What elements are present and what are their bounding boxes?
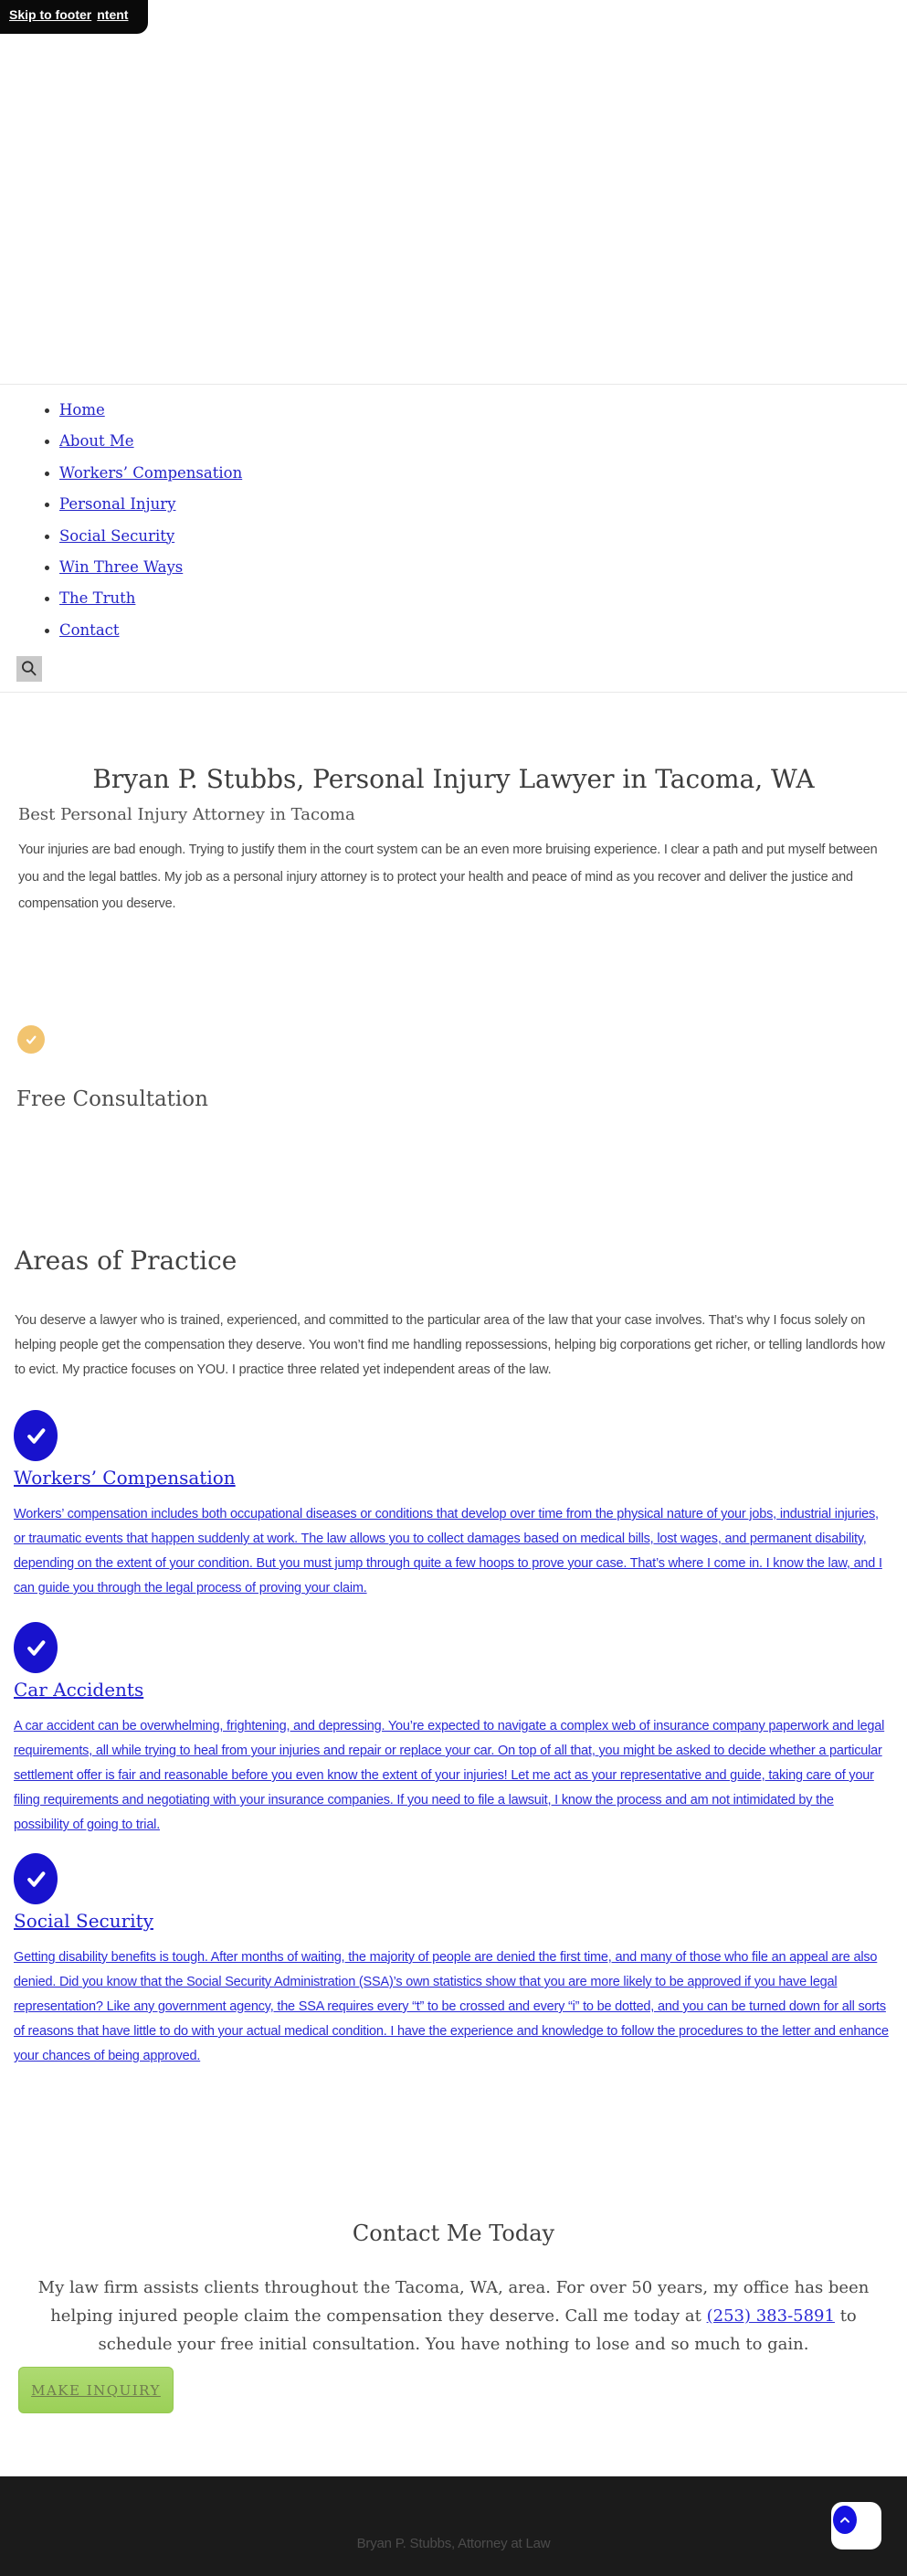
hero-intro-paragraph: Your injuries are bad enough. Trying to justify them in the court system can be an even more bruising experience. I clear a path and put myself between you and the legal battles. My job as a personal injury attorney is to protect your health and peace of mind as you recover and deliver the justice and compensation you deserve. bbox=[18, 843, 878, 911]
main-navigation bbox=[0, 395, 242, 646]
practice-title bbox=[14, 1679, 891, 1701]
practice-body-link[interactable]: Getting disability benefits is tough. After months of waiting, the majority of people are denied the first time, and many of those who file an appeal are also denied. Did you know that the Social Security Administration (SSA)’s own statistics show that you are more likely to be approved if you have legal representation? Like any government agency, the SSA requires every “t” to be crossed and every “i” to be dotted, and you can be turned down for all sorts of reasons that have little to do with your actual medical condition. I have the experience and knowledge to follow the procedures to the letter and enhance your chances of being approved. bbox=[14, 1950, 889, 2063]
search-icon bbox=[20, 660, 38, 678]
skip-links-bar bbox=[0, 0, 148, 34]
check-circle-blue-icon bbox=[14, 1853, 58, 1904]
make-inquiry-button[interactable]: MAKE INQUIRY bbox=[18, 2367, 174, 2413]
check-circle-blue-icon bbox=[14, 1410, 58, 1461]
page-subtitle: Best Personal Injury Attorney in Tacoma bbox=[18, 805, 355, 824]
practice-title-link[interactable]: Workers’ Compensation bbox=[14, 1467, 236, 1489]
practice-title-link[interactable]: Car Accidents bbox=[14, 1679, 144, 1701]
header-top-divider bbox=[0, 384, 907, 385]
areas-of-practice-heading: Areas of Practice bbox=[15, 1246, 237, 1276]
search-button[interactable] bbox=[16, 656, 42, 682]
nav-link-contact[interactable]: Contact bbox=[59, 620, 120, 639]
phone-link[interactable]: (253) 383-5891 bbox=[706, 2306, 835, 2326]
footer-credit-text: Bryan P. Stubbs, Attorney at Law bbox=[356, 2536, 551, 2551]
page-title: Bryan P. Stubbs, Personal Injury Lawyer in Tacoma, WA bbox=[92, 764, 815, 794]
practice-body-link[interactable]: A car accident can be overwhelming, frightening, and depressing. You’re expected to navigate a complex web of insurance company paperwork and legal requirements, all while trying to heal from your injuries and repair or replace your car. On top of all that, you might be asked to decide whether a particular settlement offer is fair and reasonable before you even know the extent of your injuries! Let me act as your representative and guide, taking care of your filing requirements and negotiating with your insurance companies. If you need to file a lawsuit, I know the process and am not intimidated by the possibility of going to trial. bbox=[14, 1719, 885, 1832]
practice-title bbox=[14, 1910, 891, 1932]
check-circle-blue-icon bbox=[14, 1622, 58, 1673]
practice-title-link[interactable]: Social Security bbox=[14, 1910, 153, 1932]
practice-body bbox=[14, 1945, 891, 2069]
practice-body bbox=[14, 1714, 891, 1838]
free-consultation-heading: Free Consultation bbox=[16, 1087, 208, 1111]
practice-area-social-security bbox=[14, 1853, 891, 2069]
check-circle-orange-icon bbox=[17, 1025, 45, 1054]
nav-item-the-truth bbox=[59, 583, 242, 614]
nav-link-workers-compensation[interactable]: Workers’ Compensation bbox=[59, 463, 243, 482]
nav-item-workers-compensation bbox=[59, 458, 242, 489]
nav-item-contact bbox=[59, 615, 242, 646]
practice-body bbox=[14, 1502, 891, 1601]
contact-paragraph bbox=[16, 2274, 891, 2359]
skip-to-content-link[interactable]: ntent bbox=[97, 7, 129, 22]
nav-item-home bbox=[59, 395, 242, 426]
skip-to-footer-link[interactable]: Skip to footer bbox=[9, 7, 92, 22]
contact-text-before: My law firm assists clients throughout the Tacoma, WA, area. For over 50 years, my office has been helping injured people claim the compensation they deserve. Call me today at bbox=[37, 2278, 870, 2326]
nav-item-win-three-ways bbox=[59, 552, 242, 583]
nav-link-personal-injury[interactable]: Personal Injury bbox=[59, 495, 176, 514]
nav-link-about-me[interactable]: About Me bbox=[59, 432, 134, 451]
chevron-up-icon bbox=[833, 2506, 857, 2534]
practice-area-car-accidents bbox=[14, 1622, 891, 1838]
nav-link-win-three-ways[interactable]: Win Three Ways bbox=[59, 558, 184, 577]
nav-link-home[interactable]: Home bbox=[59, 401, 105, 419]
nav-item-social-security bbox=[59, 521, 242, 552]
nav-link-social-security[interactable]: Social Security bbox=[59, 526, 175, 545]
scroll-to-top-button[interactable] bbox=[831, 2502, 881, 2549]
contact-me-today-heading: Contact Me Today bbox=[352, 2221, 555, 2246]
nav-list bbox=[0, 395, 242, 646]
nav-item-about-me bbox=[59, 426, 242, 457]
practice-body-link[interactable]: Workers’ compensation includes both occupational diseases or conditions that develop over time from the physical nature of your jobs, industrial injuries, or traumatic events that happen suddenly at work. The law allows you to collect damages based on medical bills, lost wages, and permanent disability, depending on the extent of your condition. But you must jump through quite a few hoops to prove your case. That’s where I come in. I know the law, and I can guide you through the legal process of proving your claim. bbox=[14, 1507, 882, 1595]
contact-text-after: to schedule your free initial consultation. You have nothing to lose and so much to gain. bbox=[98, 2306, 857, 2354]
nav-link-the-truth[interactable]: The Truth bbox=[59, 589, 136, 608]
nav-item-personal-injury bbox=[59, 489, 242, 520]
practice-title bbox=[14, 1467, 891, 1489]
practice-area-workers-compensation bbox=[14, 1410, 891, 1601]
footer bbox=[0, 2476, 907, 2576]
areas-intro-paragraph: You deserve a lawyer who is trained, experienced, and committed to the particular area of the law that your case involves. That’s why I focus solely on helping people get the compensation they deserve. You won’t find me handling repossessions, helping big corporations get richer, or telling landlords how to evict. My practice focuses on YOU. I practice three related yet independent areas of the law. bbox=[15, 1313, 885, 1377]
header-bottom-divider bbox=[0, 692, 907, 693]
